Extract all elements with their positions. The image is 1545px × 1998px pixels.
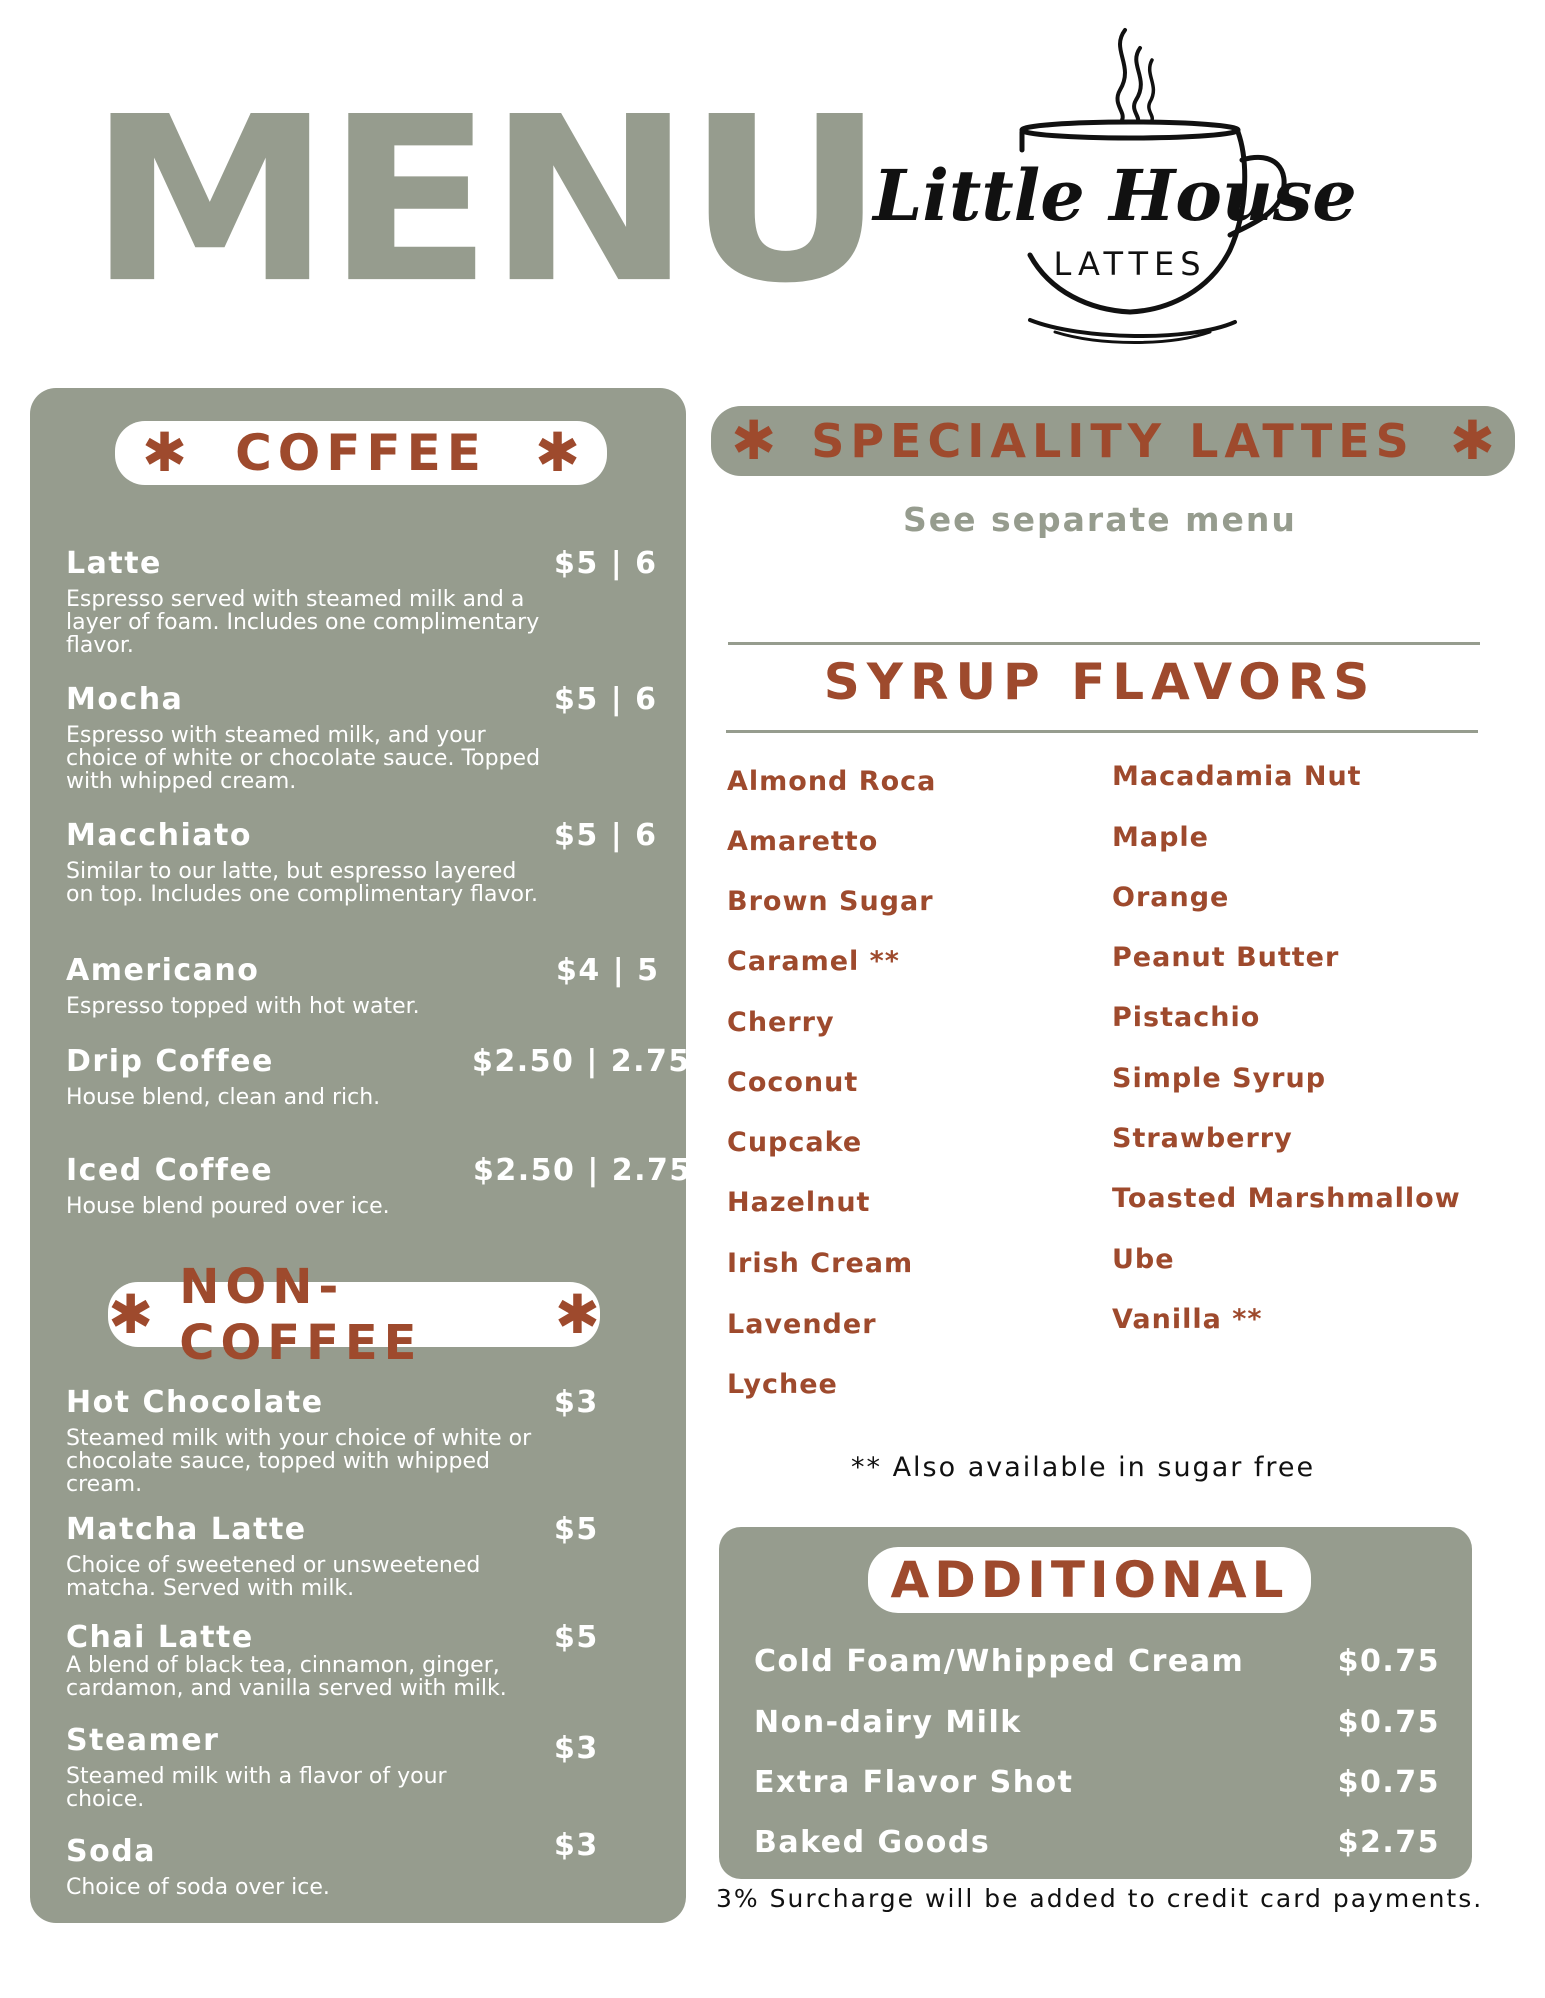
item-description: Choice of sweetened or unsweetened matcha. Served with milk. (66, 1553, 481, 1601)
non-coffee-heading-label: NON-COFFEE (179, 1258, 423, 1371)
flavor-item: Macadamia Nut (1112, 761, 1362, 792)
sugar-free-note: ** Also available in sugar free (851, 1452, 1316, 1483)
flavor-item: Irish Cream (727, 1248, 914, 1279)
flavor-item: Hazelnut (727, 1187, 871, 1218)
flower-asterisk-icon: ✱ (141, 421, 188, 484)
steam-icon (1117, 30, 1125, 120)
item-name: Mocha (66, 682, 184, 717)
additional-name: Non-dairy Milk (754, 1705, 1022, 1740)
speciality-lattes-label: SPECIALITY LATTES (811, 414, 1415, 468)
little-house-lattes-logo (873, 20, 1357, 370)
flavor-item: Coconut (727, 1067, 859, 1098)
logo-sub-text: LATTES (1053, 245, 1207, 283)
flavor-item: Toasted Marshmallow (1112, 1183, 1461, 1214)
item-name: Hot Chocolate (66, 1385, 324, 1420)
syrup-flavors-heading: SYRUP FLAVORS (823, 653, 1377, 711)
flower-asterisk-icon: ✱ (554, 1282, 600, 1346)
item-price: $5 | 6 (554, 682, 658, 717)
flavor-item: Peanut Butter (1112, 942, 1340, 973)
flavor-item: Almond Roca (727, 766, 937, 797)
non-coffee-heading (108, 1258, 600, 1371)
item-description: Espresso with steamed milk, and your choice of white or chocolate sauce. Topped with whipped cream. (66, 723, 541, 794)
page-title: MENU (88, 68, 880, 334)
additional-name: Baked Goods (754, 1825, 991, 1860)
item-name: Steamer (66, 1723, 220, 1758)
speciality-lattes-heading (711, 406, 1515, 476)
flavor-item: Lavender (727, 1309, 877, 1340)
item-description: Steamed milk with your choice of white or chocolate sauce, topped with whipped cream. (66, 1426, 532, 1497)
item-price: $2.50 | 2.75 (472, 1044, 691, 1079)
additional-price: $0.75 (1337, 1765, 1440, 1800)
flower-asterisk-icon: ✱ (534, 421, 581, 484)
flavor-item: Cherry (727, 1007, 835, 1038)
item-price: $2.50 | 2.75 (473, 1153, 692, 1188)
item-description: Espresso served with steamed milk and a layer of foam. Includes one complimentary flavor. (66, 587, 540, 658)
additional-name: Cold Foam/Whipped Cream (754, 1644, 1245, 1679)
item-description: Similar to our latte, but espresso layered on top. Includes one complimentary flavor. (66, 859, 538, 907)
item-price: $3 (554, 1385, 599, 1420)
logo-script-text: Little House (873, 154, 1357, 237)
flavor-item: Simple Syrup (1112, 1063, 1327, 1094)
speciality-note: See separate menu (903, 500, 1297, 539)
flavor-item: Strawberry (1112, 1123, 1293, 1154)
flavor-item: Ube (1112, 1244, 1175, 1275)
item-description: A blend of black tea, cinnamon, ginger, cardamon, and vanilla served with milk. (66, 1653, 507, 1701)
item-name: Chai Latte (66, 1620, 254, 1655)
flavor-item: Amaretto (727, 826, 879, 857)
item-name: Macchiato (66, 818, 252, 853)
additional-price: $2.75 (1337, 1825, 1440, 1860)
item-name: Americano (66, 953, 260, 988)
flavor-item: Vanilla ** (1112, 1304, 1263, 1335)
flavor-item: Cupcake (727, 1127, 863, 1158)
additional-price: $0.75 (1337, 1644, 1440, 1679)
flavor-item: Pistachio (1112, 1002, 1261, 1033)
item-name: Latte (66, 546, 162, 581)
flower-asterisk-icon: ✱ (1449, 409, 1495, 472)
item-name: Drip Coffee (66, 1044, 274, 1079)
flavor-item: Maple (1112, 822, 1209, 853)
item-description: Choice of soda over ice. (66, 1875, 330, 1900)
coffee-heading-label: COFFEE (235, 424, 487, 482)
item-price: $5 (554, 1512, 599, 1547)
item-name: Iced Coffee (66, 1153, 274, 1188)
flower-asterisk-icon: ✱ (731, 409, 777, 472)
additional-name: Extra Flavor Shot (754, 1765, 1074, 1800)
item-name: Matcha Latte (66, 1512, 307, 1547)
flavor-item: Caramel ** (727, 946, 900, 977)
item-price: $5 (554, 1620, 599, 1655)
item-price: $3 (554, 1828, 599, 1863)
additional-price: $0.75 (1337, 1705, 1440, 1740)
item-description: Steamed milk with a flavor of your choice. (66, 1764, 447, 1812)
item-description: House blend, clean and rich. (66, 1085, 381, 1110)
item-price: $5 | 6 (554, 546, 658, 581)
item-price: $5 | 6 (554, 818, 658, 853)
item-description: House blend poured over ice. (66, 1194, 390, 1219)
item-price: $3 (554, 1731, 599, 1766)
flavor-item: Orange (1112, 882, 1230, 913)
coffee-heading (115, 421, 607, 485)
surcharge-note: 3% Surcharge will be added to credit card payments. (716, 1884, 1484, 1913)
additional-heading: ADDITIONAL (868, 1547, 1311, 1613)
flower-asterisk-icon: ✱ (108, 1282, 154, 1346)
divider (726, 730, 1478, 733)
divider (728, 642, 1480, 645)
item-price: $4 | 5 (556, 953, 660, 988)
item-name: Soda (66, 1834, 156, 1869)
flavor-item: Brown Sugar (727, 886, 934, 917)
flavor-item: Lychee (727, 1369, 838, 1400)
item-description: Espresso topped with hot water. (66, 994, 420, 1019)
